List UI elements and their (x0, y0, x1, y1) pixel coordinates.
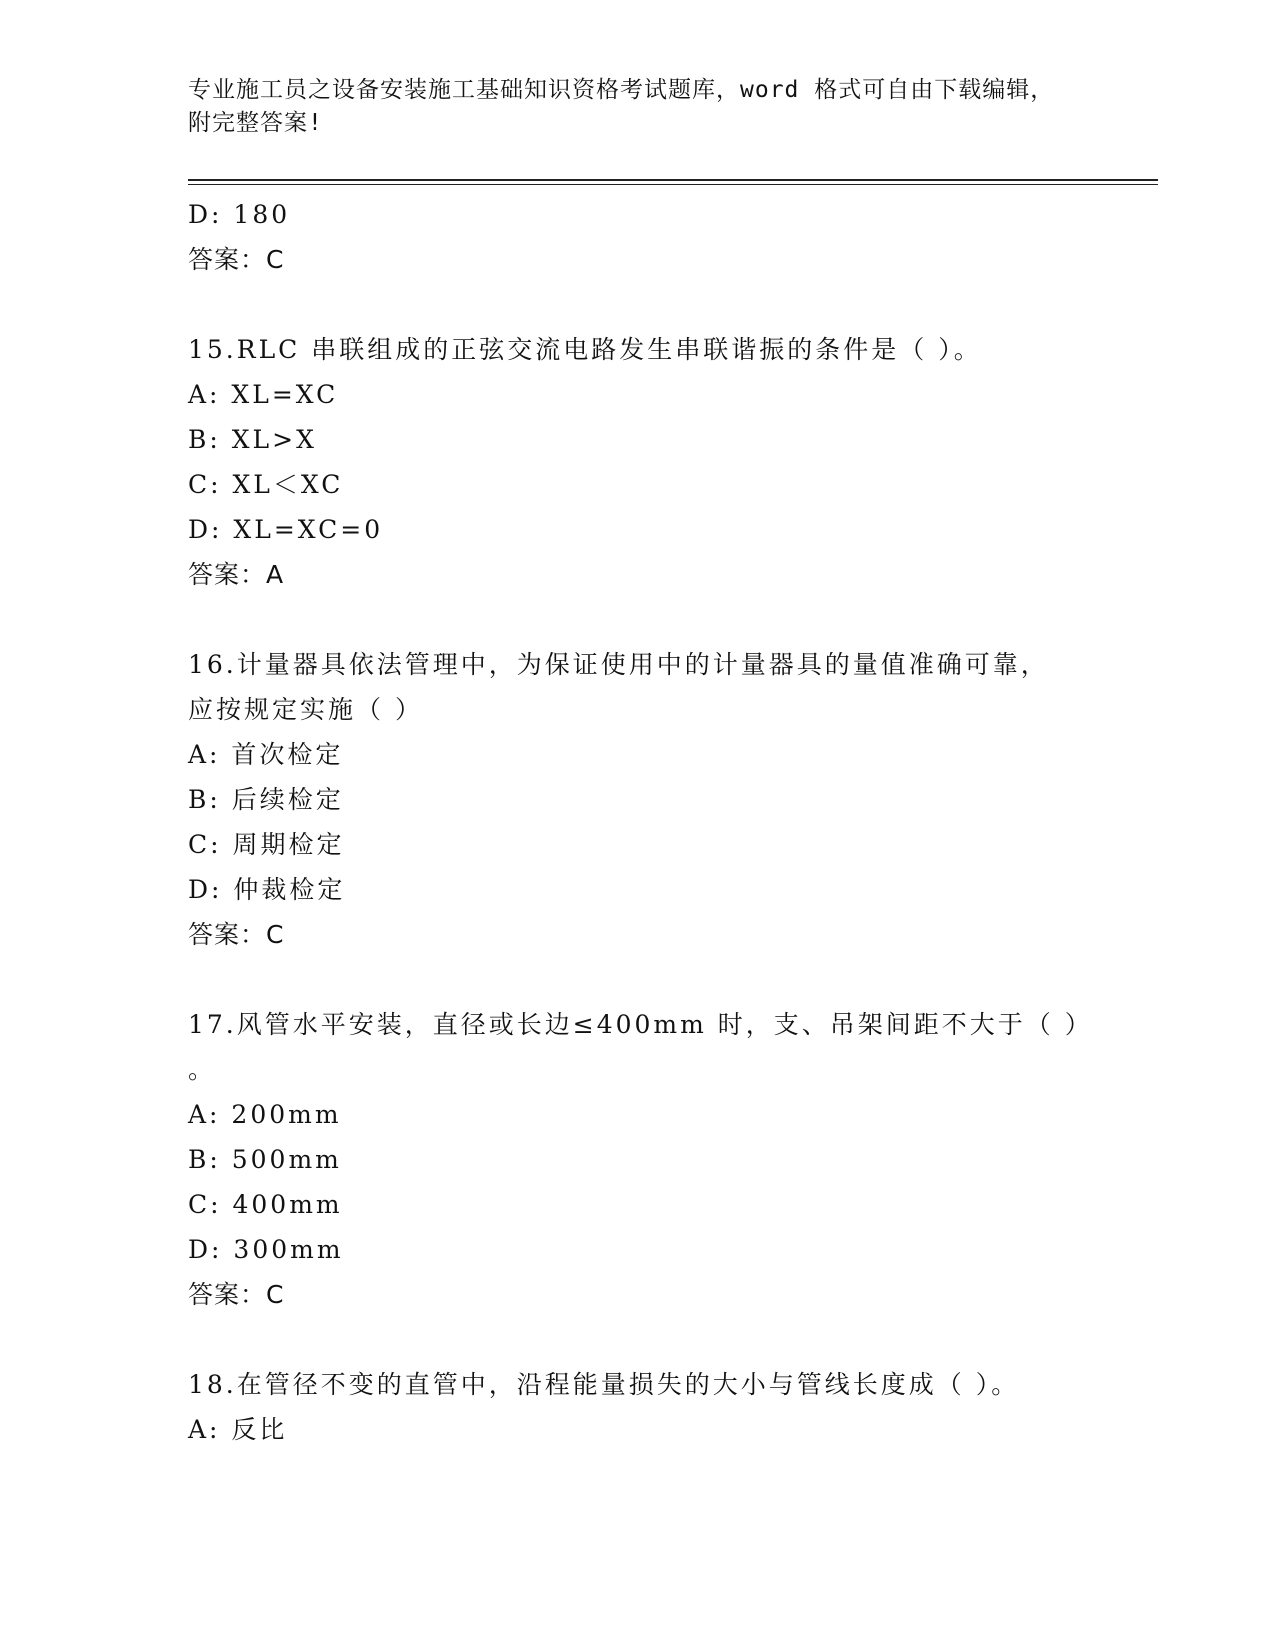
answer: 答案：C (188, 920, 285, 949)
option-b: B: XL>X (188, 425, 317, 454)
spacer (188, 957, 1148, 1002)
header-rule-thin (188, 184, 1158, 185)
header-line-2: 附完整答案! (188, 110, 323, 136)
option-c: C: XL＜XC (188, 470, 344, 499)
option-a: A: XL=XC (188, 380, 339, 409)
question-stem-line-1: 17.风管水平安装，直径或长边≤400mm 时，支、吊架间距不大于（ ） (188, 1010, 1093, 1039)
question-15 (188, 327, 1148, 597)
option-a: A: 200mm (188, 1100, 342, 1129)
header-line-1: 专业施工员之设备安装施工基础知识资格考试题库，word 格式可自由下载编辑， (188, 77, 1055, 103)
spacer (188, 597, 1148, 642)
option-d: D: 仲裁检定 (188, 875, 346, 904)
option-c: C: 400mm (188, 1190, 343, 1219)
question-17 (188, 1002, 1148, 1317)
prev-option-d: D: 180 (188, 200, 291, 229)
option-b: B: 500mm (188, 1145, 342, 1174)
header-rule-thick (188, 179, 1158, 181)
page-header (188, 74, 1068, 140)
option-d: D: XL=XC=0 (188, 515, 384, 544)
option-d: D: 300mm (188, 1235, 344, 1264)
spacer (188, 282, 1148, 327)
question-stem: 15.RLC 串联组成的正弦交流电路发生串联谐振的条件是（ ）。 (188, 335, 982, 364)
question-list (188, 192, 1148, 1452)
answer: 答案：A (188, 560, 285, 589)
question-stem-line-2: 应按规定实施（ ） (188, 695, 423, 724)
option-b: B: 后续检定 (188, 785, 344, 814)
question-stem-line-1: 16.计量器具依法管理中，为保证使用中的计量器具的量值准确可靠， (188, 650, 1049, 679)
option-a: A: 首次检定 (188, 740, 344, 769)
spacer (188, 1317, 1148, 1362)
answer: 答案：C (188, 1280, 285, 1309)
question-18 (188, 1362, 1148, 1452)
option-c: C: 周期检定 (188, 830, 345, 859)
question-16 (188, 642, 1148, 957)
question-stem: 18.在管径不变的直管中，沿程能量损失的大小与管线长度成（ ）。 (188, 1370, 1020, 1399)
prev-answer: 答案：C (188, 245, 285, 274)
question-stem-line-2: 。 (188, 1055, 217, 1084)
option-a: A: 反比 (188, 1415, 288, 1444)
